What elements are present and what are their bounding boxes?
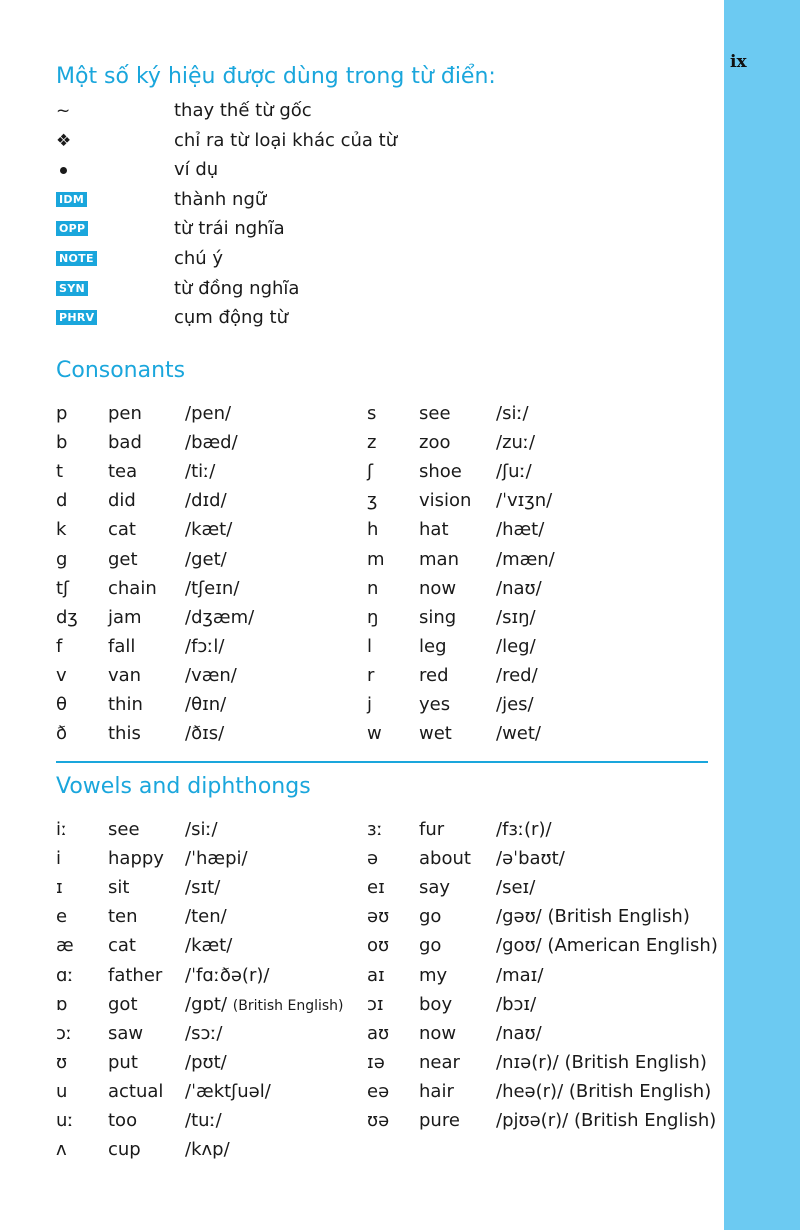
ipa-row [56,1081,416,1109]
ipa-symbol: ʌ [56,1139,67,1161]
pronunciation-text: /naʊ/ [496,1022,542,1044]
pronunciation-text: /bæd/ [185,432,238,454]
example-word: now [419,577,457,599]
symbol-row [56,218,716,248]
ipa-row [56,935,416,963]
example-word: say [419,877,451,899]
pronunciation-note: (British English) [547,906,690,928]
ipa-row [56,490,416,518]
example-word: cat [108,519,136,541]
example-word: bad [108,432,142,454]
pronunciation-text: /naʊ/ [496,577,542,599]
ipa-symbol: ɑː [56,964,74,986]
ipa-row [367,965,727,993]
ipa-symbol: aɪ [367,964,385,986]
ipa-symbol: r [367,664,375,686]
pronunciation [496,994,536,1016]
ipa-symbol: b [56,432,68,454]
ipa-symbol: ɔː [56,1022,72,1044]
example-word: chain [108,577,157,599]
label-badge-note: NOTE [56,251,97,266]
pronunciation [496,1110,716,1132]
pronunciation [496,906,690,928]
ipa-row [367,848,727,876]
pronunciation-note: (British English) [232,997,344,1014]
pronunciation-text: /pen/ [185,403,232,424]
ipa-row [56,906,416,934]
pronunciation [496,848,565,870]
ipa-row [367,723,727,751]
ipa-row [367,906,727,934]
pronunciation-text: /maɪ/ [496,964,544,986]
pronunciation-text: /bɔɪ/ [496,993,537,1015]
pronunciation [185,403,231,425]
example-word: pure [419,1110,460,1131]
symbol-row [56,100,716,130]
example-word: boy [419,993,453,1015]
pronunciation-note: (British English) [564,1051,707,1073]
label-badge-syn: SYN [56,281,88,296]
pronunciation [496,723,541,745]
pronunciation-text: /ˈfɑːðə(r)/ [185,964,270,986]
pronunciation-text: /sɔː/ [185,1022,223,1044]
ipa-symbol: l [367,635,373,657]
ipa-symbol: w [367,723,382,745]
pronunciation [185,490,227,512]
ipa-row [367,403,727,431]
label-badge-phrv: PHRV [56,310,97,325]
pronunciation [496,877,535,899]
ipa-row [56,665,416,693]
ipa-row [56,994,416,1022]
ipa-symbol: ŋ [367,606,379,628]
example-word: tea [108,461,138,483]
ipa-row [56,461,416,489]
pronunciation [185,519,232,541]
pronunciation [185,994,344,1017]
pronunciation [185,848,248,870]
ipa-row [367,994,727,1022]
pronunciation [185,723,224,745]
ipa-row [56,694,416,722]
pronunciation [496,432,535,454]
pronunciation-text: /siː/ [496,403,529,424]
ipa-row [56,965,416,993]
ipa-symbol: ɔɪ [367,993,384,1015]
pronunciation-text: /goʊ/ [496,935,542,957]
ipa-row [56,607,416,635]
symbol-meaning: thay thế từ gốc [174,100,312,121]
pronunciation [496,965,543,987]
ipa-symbol: oʊ [367,935,390,957]
pronunciation-text: /red/ [496,664,538,686]
example-word: saw [108,1022,144,1044]
example-word: pen [108,403,142,424]
pronunciation-text: /tuː/ [185,1110,222,1131]
pronunciation-text: /pjʊə(r)/ [496,1110,569,1131]
example-word: this [108,723,141,745]
pronunciation [496,578,542,600]
ipa-row [56,578,416,606]
ipa-symbol: ə [367,848,379,870]
ipa-symbol: iː [56,819,68,840]
pronunciation-text: /tʃeɪn/ [185,577,240,599]
ipa-symbol: k [56,519,67,541]
example-word: about [419,848,471,870]
bullet-dot-icon [60,167,67,174]
pronunciation-text: /zuː/ [496,432,536,454]
ipa-symbol: f [56,635,63,657]
ipa-row [56,549,416,577]
ipa-row [367,607,727,635]
pronunciation [496,490,552,512]
pronunciation [185,694,226,716]
ipa-row [56,1052,416,1080]
ipa-symbol: ʃ [367,461,374,483]
example-word: cat [108,935,136,957]
ipa-symbol: æ [56,935,74,957]
symbol-glyph: ~ [56,101,71,121]
ipa-symbol: s [367,403,377,424]
ipa-row [367,665,727,693]
pronunciation [185,1023,222,1045]
example-word: hat [419,519,449,541]
pronunciation [185,636,224,658]
pronunciation [496,636,536,658]
pronunciation [496,694,534,716]
pronunciation-text: /get/ [185,548,227,570]
ipa-symbol: e [56,906,68,928]
pronunciation [496,519,544,541]
example-word: see [108,819,140,840]
example-word: actual [108,1080,164,1102]
ipa-row [367,819,727,847]
pronunciation-text: /ten/ [185,906,227,928]
pronunciation-note: (British English) [573,1110,717,1131]
pronunciation [496,607,536,629]
example-word: jam [108,606,142,628]
example-word: yes [419,694,451,715]
pronunciation-text: /dʒæm/ [185,606,255,628]
example-word: sing [419,606,457,628]
ipa-symbol: ɪ [56,877,63,899]
example-word: sit [108,877,130,899]
ipa-symbol: d [56,490,68,512]
ipa-row [56,848,416,876]
symbol-meaning: chú ý [174,248,224,269]
ipa-symbol: u [56,1080,68,1102]
page-number: ix [730,52,747,72]
pronunciation-text: /əˈbaʊt/ [496,848,565,870]
ipa-symbol: ɜː [367,819,383,840]
ipa-symbol: t [56,461,64,483]
ipa-row [367,490,727,518]
pronunciation [496,1023,542,1045]
ipa-symbol: m [367,548,385,570]
example-word: vision [419,490,472,512]
example-word: shoe [419,461,462,483]
example-word: near [419,1051,460,1073]
symbol-row [56,189,716,219]
pronunciation [185,461,215,483]
ipa-symbol: ʊə [367,1110,390,1131]
ipa-row [367,1052,727,1080]
ipa-symbol: j [367,694,373,715]
ipa-symbol: v [56,664,67,686]
pronunciation-text: /siː/ [185,819,218,840]
pronunciation [185,877,220,899]
pronunciation [496,1052,707,1074]
pronunciation [496,665,538,687]
symbol-row [56,130,716,160]
ipa-row [56,819,416,847]
example-word: thin [108,694,143,715]
example-word: go [419,935,442,957]
ipa-row [367,694,727,722]
side-color-bar [724,0,800,1230]
label-badge-opp: OPP [56,221,88,236]
ipa-row [56,877,416,905]
pronunciation-text: /jes/ [496,694,534,715]
example-word: fall [108,635,136,657]
pronunciation [496,1081,711,1103]
pronunciation-text: /pʊt/ [185,1051,227,1073]
pronunciation-text: /kæt/ [185,519,233,541]
ipa-row [367,935,727,963]
ipa-symbol: eə [367,1080,390,1102]
ipa-row [56,636,416,664]
ipa-row [56,723,416,751]
ipa-row [367,549,727,577]
ipa-symbol: ð [56,723,68,745]
example-word: ten [108,906,138,928]
pronunciation-text: /ˈæktʃuəl/ [185,1080,271,1102]
section-divider [56,761,708,763]
pronunciation [496,549,555,571]
pronunciation-text: /θɪn/ [185,694,227,715]
pronunciation [496,819,552,841]
example-word: hair [419,1080,454,1102]
label-badge-idm: IDM [56,192,87,207]
example-word: cup [108,1139,141,1161]
ipa-row [367,578,727,606]
pronunciation-text: /væn/ [185,664,237,686]
example-word: too [108,1110,138,1131]
pronunciation-text: /sɪŋ/ [496,606,536,628]
ipa-symbol: dʒ [56,606,78,628]
ipa-symbol: ɪə [367,1051,385,1073]
example-word: fur [419,819,445,840]
symbol-meaning: cụm động từ [174,307,289,329]
pronunciation [185,607,254,629]
ipa-symbol: ʒ [367,490,378,512]
ipa-row [367,519,727,547]
ipa-row [367,1110,727,1138]
symbol-meaning: từ đồng nghĩa [174,277,300,299]
ipa-symbol: ɒ [56,993,68,1015]
example-word: got [108,993,138,1015]
pronunciation-text: /seɪ/ [496,877,536,899]
example-word: van [108,664,142,686]
pronunciation [185,549,227,571]
pronunciation [185,906,227,928]
pronunciation [496,461,532,483]
example-word: wet [419,723,452,745]
pronunciation-text: /gəʊ/ [496,906,542,928]
example-word: get [108,548,138,570]
example-word: red [419,664,449,686]
pronunciation-text: /ðɪs/ [185,723,225,745]
ipa-row [56,1110,416,1138]
ipa-row [367,877,727,905]
pronunciation-text: /hæt/ [496,519,545,541]
symbol-meaning: thành ngữ [174,188,267,210]
pronunciation [185,578,239,600]
symbol-row [56,159,716,189]
pronunciation [185,665,237,687]
ipa-row [56,519,416,547]
ipa-symbol: p [56,403,68,424]
example-word: leg [419,635,447,657]
symbol-row [56,248,716,278]
example-word: put [108,1051,138,1073]
pronunciation-text: /wet/ [496,723,541,745]
ipa-row [56,432,416,460]
pronunciation-note: (British English) [568,1080,712,1102]
ipa-row [56,1023,416,1051]
symbol-meaning: ví dụ [174,159,219,181]
pronunciation [185,819,218,841]
ipa-row [56,1139,416,1167]
ipa-symbol: n [367,577,379,599]
pronunciation-text: /ˈvɪʒn/ [496,490,553,512]
ipa-symbol: h [367,519,379,541]
ipa-symbol: aʊ [367,1022,390,1044]
symbol-meaning: chỉ ra từ loại khác của từ [174,129,398,151]
ipa-symbol: tʃ [56,577,70,599]
ipa-symbol: i [56,848,62,870]
pronunciation [185,1110,222,1132]
pronunciation-text: /fɔːl/ [185,635,225,657]
ipa-symbol: eɪ [367,877,385,899]
pronunciation [496,935,718,957]
pronunciation-text: /ʃuː/ [496,461,532,483]
ipa-symbol: ʊ [56,1051,68,1073]
example-word: did [108,490,136,512]
example-word: now [419,1022,457,1044]
ipa-symbol: θ [56,694,68,715]
ipa-symbol: z [367,432,377,454]
symbol-meaning: từ trái nghĩa [174,218,285,240]
ipa-row [56,403,416,431]
ipa-row [367,461,727,489]
ipa-symbol: əʊ [367,906,390,928]
ipa-row [367,1023,727,1051]
vowels-title: Vowels and diphthongs [56,774,311,799]
pronunciation [185,432,238,454]
example-word: happy [108,848,164,870]
symbols-title: Một số ký hiệu được dùng trong từ điển: [56,64,496,89]
pronunciation-text: /ˈhæpi/ [185,848,248,870]
symbol-row [56,307,716,337]
pronunciation-note: (American English) [547,935,718,957]
symbol-row [56,278,716,308]
consonants-title: Consonants [56,358,186,383]
pronunciation [185,935,232,957]
pronunciation [496,403,529,425]
symbol-glyph: ❖ [56,130,72,151]
pronunciation-text: /fɜː(r)/ [496,819,552,840]
pronunciation-text: /kʌp/ [185,1139,230,1161]
pronunciation-text: /heə(r)/ [496,1080,564,1102]
ipa-symbol: uː [56,1110,74,1131]
pronunciation-text: /nɪə(r)/ [496,1051,559,1073]
ipa-row [367,432,727,460]
pronunciation [185,1052,227,1074]
pronunciation-text: /tiː/ [185,461,216,483]
pronunciation-text: /sɪt/ [185,877,221,899]
ipa-symbol: g [56,548,68,570]
example-word: zoo [419,432,451,454]
pronunciation [185,1081,271,1103]
ipa-row [367,636,727,664]
pronunciation [185,1139,230,1161]
example-word: see [419,403,451,424]
pronunciation-text: /kæt/ [185,935,233,957]
example-word: father [108,964,163,986]
example-word: man [419,548,459,570]
pronunciation-text: /leg/ [496,635,536,657]
example-word: my [419,964,448,986]
pronunciation [185,965,269,987]
pronunciation-text: /gɒt/ [185,993,228,1015]
ipa-row [367,1081,727,1109]
example-word: go [419,906,442,928]
pronunciation-text: /mæn/ [496,548,555,570]
pronunciation-text: /dɪd/ [185,490,227,512]
